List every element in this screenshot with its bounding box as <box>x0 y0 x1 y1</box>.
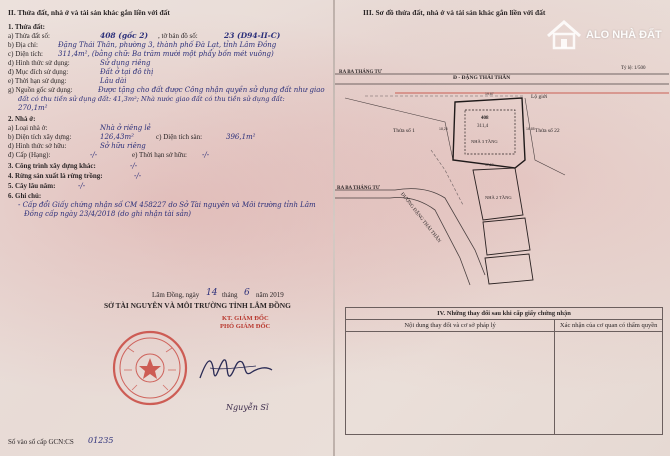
origin-value-line3: 270,1m² <box>18 103 48 112</box>
brand-watermark <box>544 6 664 60</box>
neighbor-parcel-1: Thửa số 1 <box>393 128 415 134</box>
register-label: Số vào sổ cấp GCN:CS <box>8 438 74 446</box>
grade-label: đ) Cấp (Hạng): <box>8 151 51 159</box>
changes-content-cell <box>346 332 555 435</box>
note-line1: - Cấp đổi Giấy chứng nhận số CM 458227 do Sở Tài nguyên và Môi trường tỉnh Lâm <box>18 201 316 209</box>
parcel-number-value: 408 (gốc 2) <box>100 31 149 40</box>
address-label: b) Địa chỉ: <box>8 41 38 49</box>
area-value: 311,4m², (bằng chữ: Ba trăm mười một phẩy bốn mét vuông) <box>58 49 274 58</box>
origin-value-line2: đất có thu tiền sử dụng đất: 41,3m²; Nhà nước giao đất có thu tiền sử dụng đất: <box>18 94 285 103</box>
changes-table <box>345 307 663 435</box>
house-type-label: a) Loại nhà ở: <box>8 124 48 132</box>
signer-name: Nguyễn Sĩ <box>226 403 269 412</box>
house-logo-icon <box>544 14 584 54</box>
official-seal-icon <box>110 328 190 408</box>
ownership-label: d) Hình thức sở hữu: <box>8 142 67 150</box>
changes-col-content: Nội dung thay đổi và cơ sở pháp lý <box>346 320 555 332</box>
neighbor-parcel-22: Thửa số 22 <box>535 128 560 134</box>
changes-col-confirm: Xác nhận của cơ quan có thẩm quyền <box>555 320 663 332</box>
forest-value: -/- <box>134 171 142 180</box>
street-top-left: RA BA THÁNG TƯ <box>339 70 382 75</box>
section-3-title: III. Sơ đồ thửa đất, nhà ở và tài sản khác gắn liền với đất <box>363 8 546 17</box>
map-sheet-value: 23 (D94-II-C) <box>224 31 281 40</box>
road-diagonal-label: ĐƯỜNG ĐẶNG THÁI THÂN <box>399 192 442 245</box>
ownership-term-label: e) Thời hạn sở hữu: <box>132 151 188 159</box>
parcel-number-map: 408 <box>481 116 489 121</box>
kt-director-stamp: KT. GIÁM ĐỐC <box>222 315 269 322</box>
other-works-value: -/- <box>130 161 138 170</box>
note-line2: Đồng cấp ngày 23/4/2018 (do ghi nhận tài sản) <box>24 210 192 218</box>
build-area-value: 126,43m² <box>100 132 134 141</box>
map-sheet-label: , tờ bản đồ số: <box>158 32 198 40</box>
map-scale: Tỷ lệ: 1/500 <box>621 66 646 71</box>
notes-heading: 6. Ghi chú: <box>8 192 42 200</box>
issue-month: 6 <box>244 288 250 298</box>
other-works-heading: 3. Công trình xây dựng khác: <box>8 162 96 170</box>
purpose-value: Đất ở tại đô thị <box>100 67 154 76</box>
address-value: Đặng Thái Thân, phường 3, thành phố Đà Lạt, tỉnh Lâm Đồng <box>58 40 277 49</box>
issue-month-label: tháng <box>222 291 238 299</box>
origin-value-line1: Được tặng cho đất được Công nhận quyền sử dụng đất như giao <box>98 85 325 94</box>
house-label-map-2: NHÀ 2 TẦNG <box>485 195 512 200</box>
issue-day: 14 <box>206 288 218 298</box>
section-2-title: II. Thửa đất, nhà ở và tài sản khác gắn liền với đất <box>8 8 170 17</box>
issue-place-label: Lâm Đồng, ngày <box>152 291 200 299</box>
issue-year: năm 2019 <box>256 291 284 299</box>
issuing-authority: SỞ TÀI NGUYÊN VÀ MÔI TRƯỜNG TỈNH LÂM ĐỒNG <box>104 301 291 310</box>
ownership-term-value: -/- <box>202 150 210 159</box>
floor-area-value: 396,1m² <box>226 132 256 141</box>
grade-value: -/- <box>90 150 98 159</box>
svg-text:17,50: 17,50 <box>485 163 494 167</box>
changes-confirm-cell <box>555 332 663 435</box>
usage-form-value: Sử dụng riêng <box>100 58 151 67</box>
road-limit-label: Lộ giới <box>531 94 548 100</box>
purpose-label: đ) Mục đích sử dụng: <box>8 68 69 76</box>
street-name-top: Đ - ĐẶNG THÁI THÂN <box>453 75 511 81</box>
area-label: c) Diện tích: <box>8 50 43 58</box>
perennial-value: -/- <box>78 181 86 190</box>
term-value: Lâu dài <box>100 76 127 85</box>
perennial-heading: 5. Cây lâu năm: <box>8 182 56 190</box>
right-page <box>335 0 670 456</box>
house-label-map: NHÀ 3 TẦNG <box>471 139 498 144</box>
street-left: RA BA THÁNG TƯ <box>337 186 380 191</box>
section-4-title: IV. Những thay đổi sau khi cấp giấy chứng nhận <box>346 308 663 320</box>
term-label: e) Thời hạn sử dụng: <box>8 77 67 85</box>
forest-heading: 4. Rừng sản xuất là rừng trồng: <box>8 172 103 180</box>
floor-area-label: c) Diện tích sàn: <box>156 133 203 141</box>
parcel-number-label: a) Thửa đất số: <box>8 32 50 40</box>
svg-text:19,67: 19,67 <box>485 92 494 96</box>
usage-form-label: d) Hình thức sử dụng: <box>8 59 70 67</box>
house-heading: 2. Nhà ở: <box>8 115 36 123</box>
svg-text:16,85: 16,85 <box>526 127 535 131</box>
build-area-label: b) Diện tích xây dựng: <box>8 133 72 141</box>
left-page <box>0 0 333 456</box>
land-parcel-heading: 1. Thửa đất: <box>8 23 45 31</box>
register-number: 01235 <box>88 436 114 445</box>
house-type-value: Nhà ở riêng lẻ <box>100 123 151 132</box>
deputy-director-stamp: PHÓ GIÁM ĐỐC <box>220 323 271 330</box>
origin-label: g) Nguồn gốc sử dụng: <box>8 86 73 94</box>
brand-name: ALO NHÀ ĐẤT <box>586 29 662 41</box>
ownership-value: Sở hữu riêng <box>100 141 146 150</box>
parcel-area-map: 311,4 <box>477 124 489 129</box>
svg-text:18,26: 18,26 <box>439 127 448 131</box>
signature-icon <box>196 348 276 388</box>
